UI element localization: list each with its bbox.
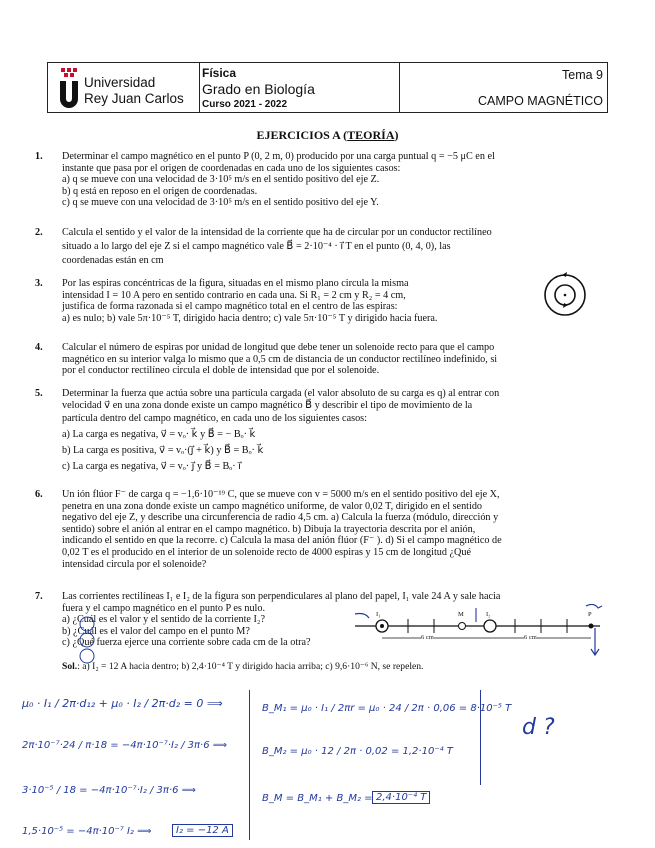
exercise-5 [35,388,607,474]
exercise-3 [35,278,607,324]
distance-label-2: 6 cm [524,634,537,641]
handwritten-eq3: 3·10⁻⁵ / 18 = −4π·10⁻⁷·I₂ / 3π·6 ⟹ [22,785,196,796]
title-suffix: ) [394,128,399,142]
title-underlined: TEORÍA [347,128,395,142]
degree: Grado en Biología [202,81,315,97]
exercise-2 [35,226,607,268]
topic-number: Tema 9 [562,68,603,82]
exercise-line: justifica de forma razonada si el campo magnético total en el centro de las espiras: [62,301,398,313]
concentric-loops-figure [540,270,590,320]
exercise-line: a) q se mueve con una velocidad de 3·10⁵ m/s en el sentido positivo del eje Z. [62,174,380,186]
handwritten-eq1: μ₀ · I₁ / 2π·d₁₂ + μ₀ · I₂ / 2π·d₂ = 0 ⟹ [22,697,223,710]
exercise-line: situado a lo largo del eje Z si el campo magnético vale B⃗ = 2·10⁻⁴ · i⃗ T en el punto (0, 4, 0), las [62,241,451,252]
handwritten-divider-1 [249,690,250,840]
exercise-line: c) La carga es negativa, v⃗ = vₒ· j⃗ y B⃗ = Bₒ· i⃗ [62,461,241,473]
handwritten-eq2: 2π·10⁻⁷·24 / π·18 = −4π·10⁻⁷·I₂ / 3π·6 ⟹ [22,740,228,751]
academic-year: Curso 2021 - 2022 [202,99,288,110]
exercise-line: c) ¿Qué fuerza ejerce una corriente sobre cada cm de la otra? [62,637,311,649]
exercise-line: partícula dentro del campo magnético, en cada uno de los siguientes casos: [62,412,367,424]
exercise-line: a) ¿Cuál es el valor y el sentido de la corriente I₂? [62,614,265,626]
page-title [0,128,655,143]
exercise-number: 6. [35,489,43,500]
handwritten-bm: B_M = B_M₁ + B_M₂ = [262,793,373,804]
exercise-line: indicando el sentido en que la recorre. c) Calcula la masa del anión flúor (F⁻ ). d) Si el campo magnético de [62,535,502,547]
exercise-number: 4. [35,342,43,353]
exercise-line: c) q se mueve con una velocidad de 3·10⁵ m/s en el sentido positivo del eje Y. [62,197,379,209]
exercise-number: 2. [35,227,43,238]
exercise-line: intensidad I = 10 A pero en sentido contrario en cada una. Si R₁ = 2 cm y R₂ = 4 cm, [62,289,406,301]
exercise-line: Calcular el número de espiras por unidad de longitud que debe tener un solenoide recto para que el campo [62,342,495,353]
exercise-line: coordenadas están en cm [62,255,164,266]
exercise-line: b) ¿Cuál es el valor del campo en el punto M? [62,625,250,637]
exercise-1 [35,151,607,209]
header-table [47,62,608,113]
exercise-line: a) La carga es negativa, v⃗ = vₒ· k⃗ y B⃗ = − Bₒ· k⃗ [62,428,256,440]
exercise-line: intensidad circula por el solenoide? [62,558,207,570]
solution-7 [62,661,423,672]
distance-label-1: 6 cm [421,634,434,641]
exercise-line: b) q está en reposo en el origen de coordenadas. [62,185,258,197]
exercise-line: Determinar la fuerza que actúa sobre una partícula cargada (el valor absoluto de su carga es q) al entrar con [62,388,500,399]
course-cell [199,63,400,112]
exercise-line: fuera y el campo magnético en el punto P es nulo. [62,602,266,614]
exercise-number: 3. [35,278,43,289]
exercise-line: sentido) sobre el anión al entrar en el campo magnético. b) Dibuja la trayectoria descrita por el anión, [62,523,476,535]
exercise-line: Por las espiras concéntricas de la figura, situadas en el mismo plano circula la misma [62,278,409,289]
handwritten-eq4: 1,5·10⁻⁵ = −4π·10⁻⁷ I₂ ⟹ [22,826,152,837]
exercise-4 [35,342,607,377]
exercise-number: 7. [35,591,43,602]
topic-title: CAMPO MAGNÉTICO [477,94,603,108]
handwritten-bm-result: 2,4·10⁻⁴ T [372,791,430,804]
exercise-number: 1. [35,151,43,162]
exercise-line: por el conductor rectilíneo circula el doble de intensidad que por el solenoide. [62,365,380,377]
exercise-line: Determinar el campo magnético en el punto P (0, 2 m, 0) producido por una carga puntual q = −5 μC en el [62,151,495,162]
exercise-line: Las corrientes rectilíneas I₁ e I₂ de la figura son perpendiculares al plano del papel, I₁ vale 24 A y sale hacia [62,591,501,602]
exercise-line: Un ión flúor F⁻ de carga q = −1,6·10⁻¹⁹ C, que se mueve con v = 5000 m/s en el sentido positivo del eje X, [62,489,500,500]
label-I1: I₁ [376,611,381,618]
label-P: P [588,611,592,618]
label-I2: I₂ [486,611,491,618]
exercise-line: penetra en una zona donde existe un campo magnético uniforme, de valor 0,02 T, dirigido en el sentido [62,500,483,512]
currents-figure [350,604,615,662]
title-prefix: EJERCICIOS A ( [256,128,348,142]
exercise-6 [35,489,607,570]
exercise-line: negativo del eje Z, y describe una circunferencia de radio 4,5 cm. a) Calcula la fuerza (módulo, dirección y [62,512,499,524]
university-name-line2: Rey Juan Carlos [84,91,184,106]
subject: Física [202,66,237,80]
exercise-line: a) es nulo; b) vale 5π·10⁻⁵ T, dirigido hacia dentro; c) vale 5π·10⁻⁵ T y dirigido hacia fuera. [62,312,438,324]
exercise-line: 0,02 T es el producido en el interior de un solenoide recto de 4000 espiras y 15 cm de longitud ¿Qué [62,546,472,558]
handwritten-bm2: B_M₂ = μ₀ · 12 / 2π · 0,02 = 1,2·10⁻⁴ T [262,746,453,757]
handwritten-bm1: B_M₁ = μ₀ · I₁ / 2πr = μ₀ · 24 / 2π · 0,06 = 8·10⁻⁵ T [262,703,512,714]
solution-label: Sol. [62,661,78,672]
label-M: M [458,611,464,618]
university-logo-cell [48,63,200,112]
exercise-line: instante que pasa por el origen de coordenadas en cada uno de los siguientes casos: [62,162,401,174]
topic-cell [399,63,607,112]
university-name-line1: Universidad [84,75,156,90]
solution-text: : a) I₂ = 12 A hacia dentro; b) 2,4·10⁻⁴ T y dirigido hacia arriba; c) 9,6·10⁻⁶ N, se repelen. [77,661,424,672]
exercise-line: b) La carga es positiva, v⃗ = vₒ·(j⃗ + k⃗) y B⃗ = Bₒ· k⃗ [62,445,264,457]
exercise-number: 5. [35,388,43,399]
urjc-logo-icon [58,67,80,111]
handwritten-question: d ? [522,715,555,740]
exercise-line: Calcula el sentido y el valor de la intensidad de la corriente que ha de circular por un conductor rectilíneo [62,227,492,238]
exercise-line: magnético en su interior valga lo mismo que a 0,5 cm de distancia de un conductor rectilíneo indefinido, si [62,353,498,365]
exercise-line: velocidad v⃗ en una zona donde existe un campo magnético B⃗ y describir el tipo de movimiento de la [62,400,473,412]
handwritten-marks [75,614,105,672]
handwritten-eq4-result: I₂ = −12 A [172,824,233,837]
